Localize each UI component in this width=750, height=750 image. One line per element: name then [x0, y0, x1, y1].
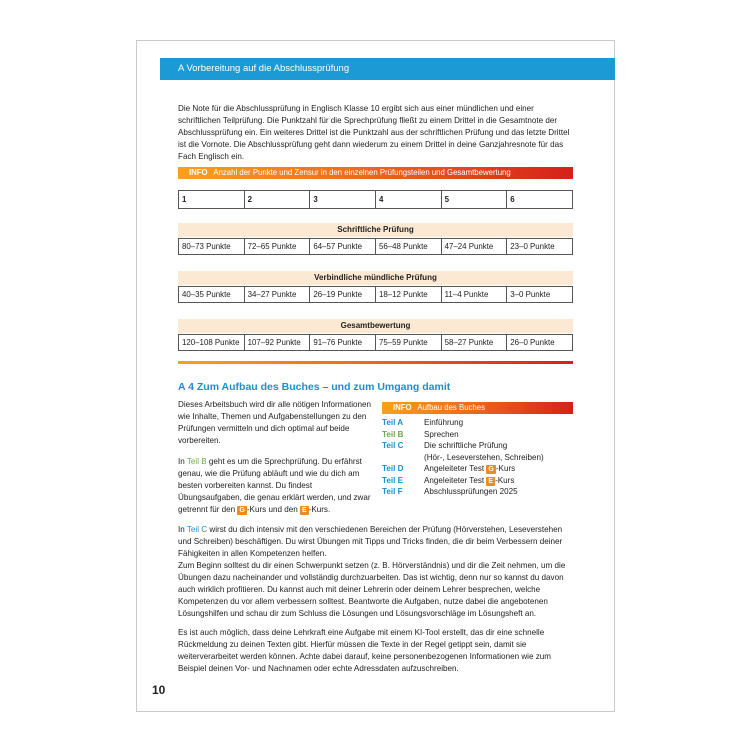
list-item [382, 429, 573, 441]
teil-key: Teil F [382, 487, 403, 496]
e-course-tag: E [488, 477, 494, 485]
g-course-tag: G [488, 466, 494, 473]
a4-paragraph-1: Dieses Arbeitsbuch wird dir alle nötigen Informationen wie Inhalte, Themen und Aufgabenstellungen zu den Prüfungen vermitteln und dich optimal auf beide vorbereiten. [178, 400, 372, 446]
page-number: 10 [152, 683, 166, 697]
points-cell: 11–4 Punkte [441, 287, 507, 303]
table-row [179, 335, 573, 351]
teil-list [382, 417, 573, 498]
points-cell: 34–27 Punkte [244, 287, 310, 303]
points-cell: 58–27 Punkte [441, 335, 507, 351]
teil-b-ref: Teil B [186, 457, 207, 466]
points-cell: 40–35 Punkte [179, 287, 245, 303]
table-row [179, 287, 573, 303]
points-cell: 107–92 Punkte [244, 335, 310, 351]
teil-key: Teil B [382, 429, 404, 439]
teil-value: Sprechen [424, 429, 459, 439]
grades-table [178, 190, 573, 209]
a4-paragraph-5: Es ist auch möglich, dass deine Lehrkraft eine Aufgabe mit einem KI-Tool erstellt, das dir eine schnelle Rückmeldung zu deinen Texten gibt. Hierfür müssen die Texte in der Regel getippt sein, damit sie weiterverarbeitet werden können. Achte dabei darauf, keine personenbezogenen Informationen wie zum Beispiel deinen Vor- und Nachnamen oder echte Adressdaten aufzuschreiben. [178, 628, 551, 674]
a4-paragraph-4: Zum Beginn solltest du dir einen Schwerpunkt setzen (z. B. Hörverständnis) und dir die Zeit nehmen, um die Übungen dazu nacheinander und vollständig durchzuarbeiten. Das ist wichtig, denn nur so kannst du davon auch wirklich profitieren. Du kannst auch mit deiner Lehrerin oder deinem Lehrer besprechen, welche Kompetenzen du vor allem verbessern solltest. Beantworte die Aufgaben, nutze dabei die angebotenen Lösungshilfen und schau dir zum Schluss die Lösungen und Lösungsvorschläge im Lösungsheft an. [178, 561, 566, 619]
g-course-tag: G [239, 507, 245, 515]
text-span: -Kurs. [308, 505, 331, 515]
info-box-header [382, 402, 573, 414]
grade-cell: 4 [375, 191, 441, 209]
table-row [179, 191, 573, 209]
teil-value [424, 475, 573, 487]
teil-key: Teil E [382, 475, 403, 485]
points-cell: 23–0 Punkte [507, 239, 573, 255]
teil-c-ref: Teil C [186, 525, 208, 534]
teil-value: Abschlussprüfungen 2025 [424, 487, 518, 496]
info-box-book-structure [382, 402, 573, 498]
teil-value: Die schriftliche Prüfung [424, 441, 508, 450]
list-item [382, 463, 573, 475]
text-span: geht es um die Sprechprüfung. Du erfährst genau, wie die Prüfung abläuft und wie du dich am besten vorbereiten kannst. Du findest Übungsaufgaben, die genau erklärt werden, und zwar getrennt für den [178, 457, 371, 515]
points-cell: 72–65 Punkte [244, 239, 310, 255]
points-cell: 18–12 Punkte [375, 287, 441, 303]
list-item [382, 417, 573, 429]
intro-paragraph: Die Note für die Abschlussprüfung in Englisch Klasse 10 ergibt sich aus einer mündlichen und einer schriftlichen Teilprüfung. Die Punktzahl für die Sprechprüfung fließt zu einem Drittel in die Gesamtnote der Abschlussprüfung ein. Ein weiteres Drittel ist die Punktzahl aus der schriftlichen Prüfung und das letzte Drittel ist die Vornote. Die Abschlussprüfung geht dann wiederum zu einem Drittel in deine Ganzjahresnote für das Fach Englisch ein. [178, 104, 570, 162]
points-table-total [178, 334, 573, 351]
points-table-oral [178, 286, 573, 303]
grade-cell: 6 [507, 191, 573, 209]
teil-value [424, 463, 573, 475]
list-item [382, 475, 573, 487]
info-keyword: INFO [393, 403, 412, 412]
grade-cell: 2 [244, 191, 310, 209]
section-heading-a4: A 4 Zum Aufbau des Buches – und zum Umgang damit [178, 381, 451, 393]
text-span: In [178, 525, 187, 534]
points-cell: 26–19 Punkte [310, 287, 376, 303]
points-cell: 80–73 Punkte [179, 239, 245, 255]
points-cell: 56–48 Punkte [375, 239, 441, 255]
points-table-written [178, 238, 573, 255]
points-cell: 3–0 Punkte [507, 287, 573, 303]
points-cell: 26–0 Punkte [507, 335, 573, 351]
teil-key: Teil C [382, 441, 404, 450]
teil-value: (Hör-, Leseverstehen, Schreiben) [424, 452, 544, 462]
text-span: -Kurs [495, 464, 516, 473]
text-span: Angeleiteter Test [424, 464, 487, 473]
grade-cell: 5 [441, 191, 507, 209]
chapter-header: A Vorbereitung auf die Abschlussprüfung [160, 58, 615, 80]
text-span: -Kurs [495, 475, 515, 485]
teil-key [382, 452, 424, 464]
text-span: -Kurs und den [246, 505, 300, 515]
section-label-total: Gesamtbewertung [178, 319, 573, 333]
info-box-title: Aufbau des Buches [417, 403, 485, 412]
list-item [382, 486, 573, 498]
section-label-written: Schriftliche Prüfung [178, 223, 573, 237]
list-item [382, 452, 573, 464]
a4-paragraph-3 [178, 524, 574, 560]
points-cell: 75–59 Punkte [375, 335, 441, 351]
text-span: wirst du dich intensiv mit den verschiedenen Bereichen der Prüfung (Hörverstehen, Leseverstehen und Schreiben) beschäftigen. Du wirst Übungen mit Tipps und Tricks finden, die dir beim Verbessern deiner Fähigkeiten in allen Kompetenzen helfen. [178, 525, 563, 559]
text-span: In [178, 457, 187, 466]
info-table-title: Anzahl der Punkte und Zensur in den einzelnen Prüfungsteilen und Gesamtbewertung [213, 168, 511, 177]
text-span: Angeleiteter Test [424, 475, 487, 485]
section-divider [178, 361, 573, 364]
points-cell: 47–24 Punkte [441, 239, 507, 255]
points-cell: 64–57 Punkte [310, 239, 376, 255]
points-cell: 91–76 Punkte [310, 335, 376, 351]
teil-key: Teil A [382, 418, 404, 427]
table-row [179, 239, 573, 255]
points-cell: 120–108 Punkte [179, 335, 245, 351]
section-label-oral: Verbindliche mündliche Prüfung [178, 271, 573, 285]
grade-cell: 3 [310, 191, 376, 209]
list-item [382, 440, 573, 452]
teil-key: Teil D [382, 464, 404, 473]
a4-paragraph-2 [178, 456, 374, 516]
grade-cell: 1 [179, 191, 245, 209]
info-table-header [178, 167, 573, 179]
e-course-tag: E [301, 507, 307, 515]
info-keyword: INFO [189, 168, 208, 177]
teil-value: Einführung [424, 418, 464, 427]
